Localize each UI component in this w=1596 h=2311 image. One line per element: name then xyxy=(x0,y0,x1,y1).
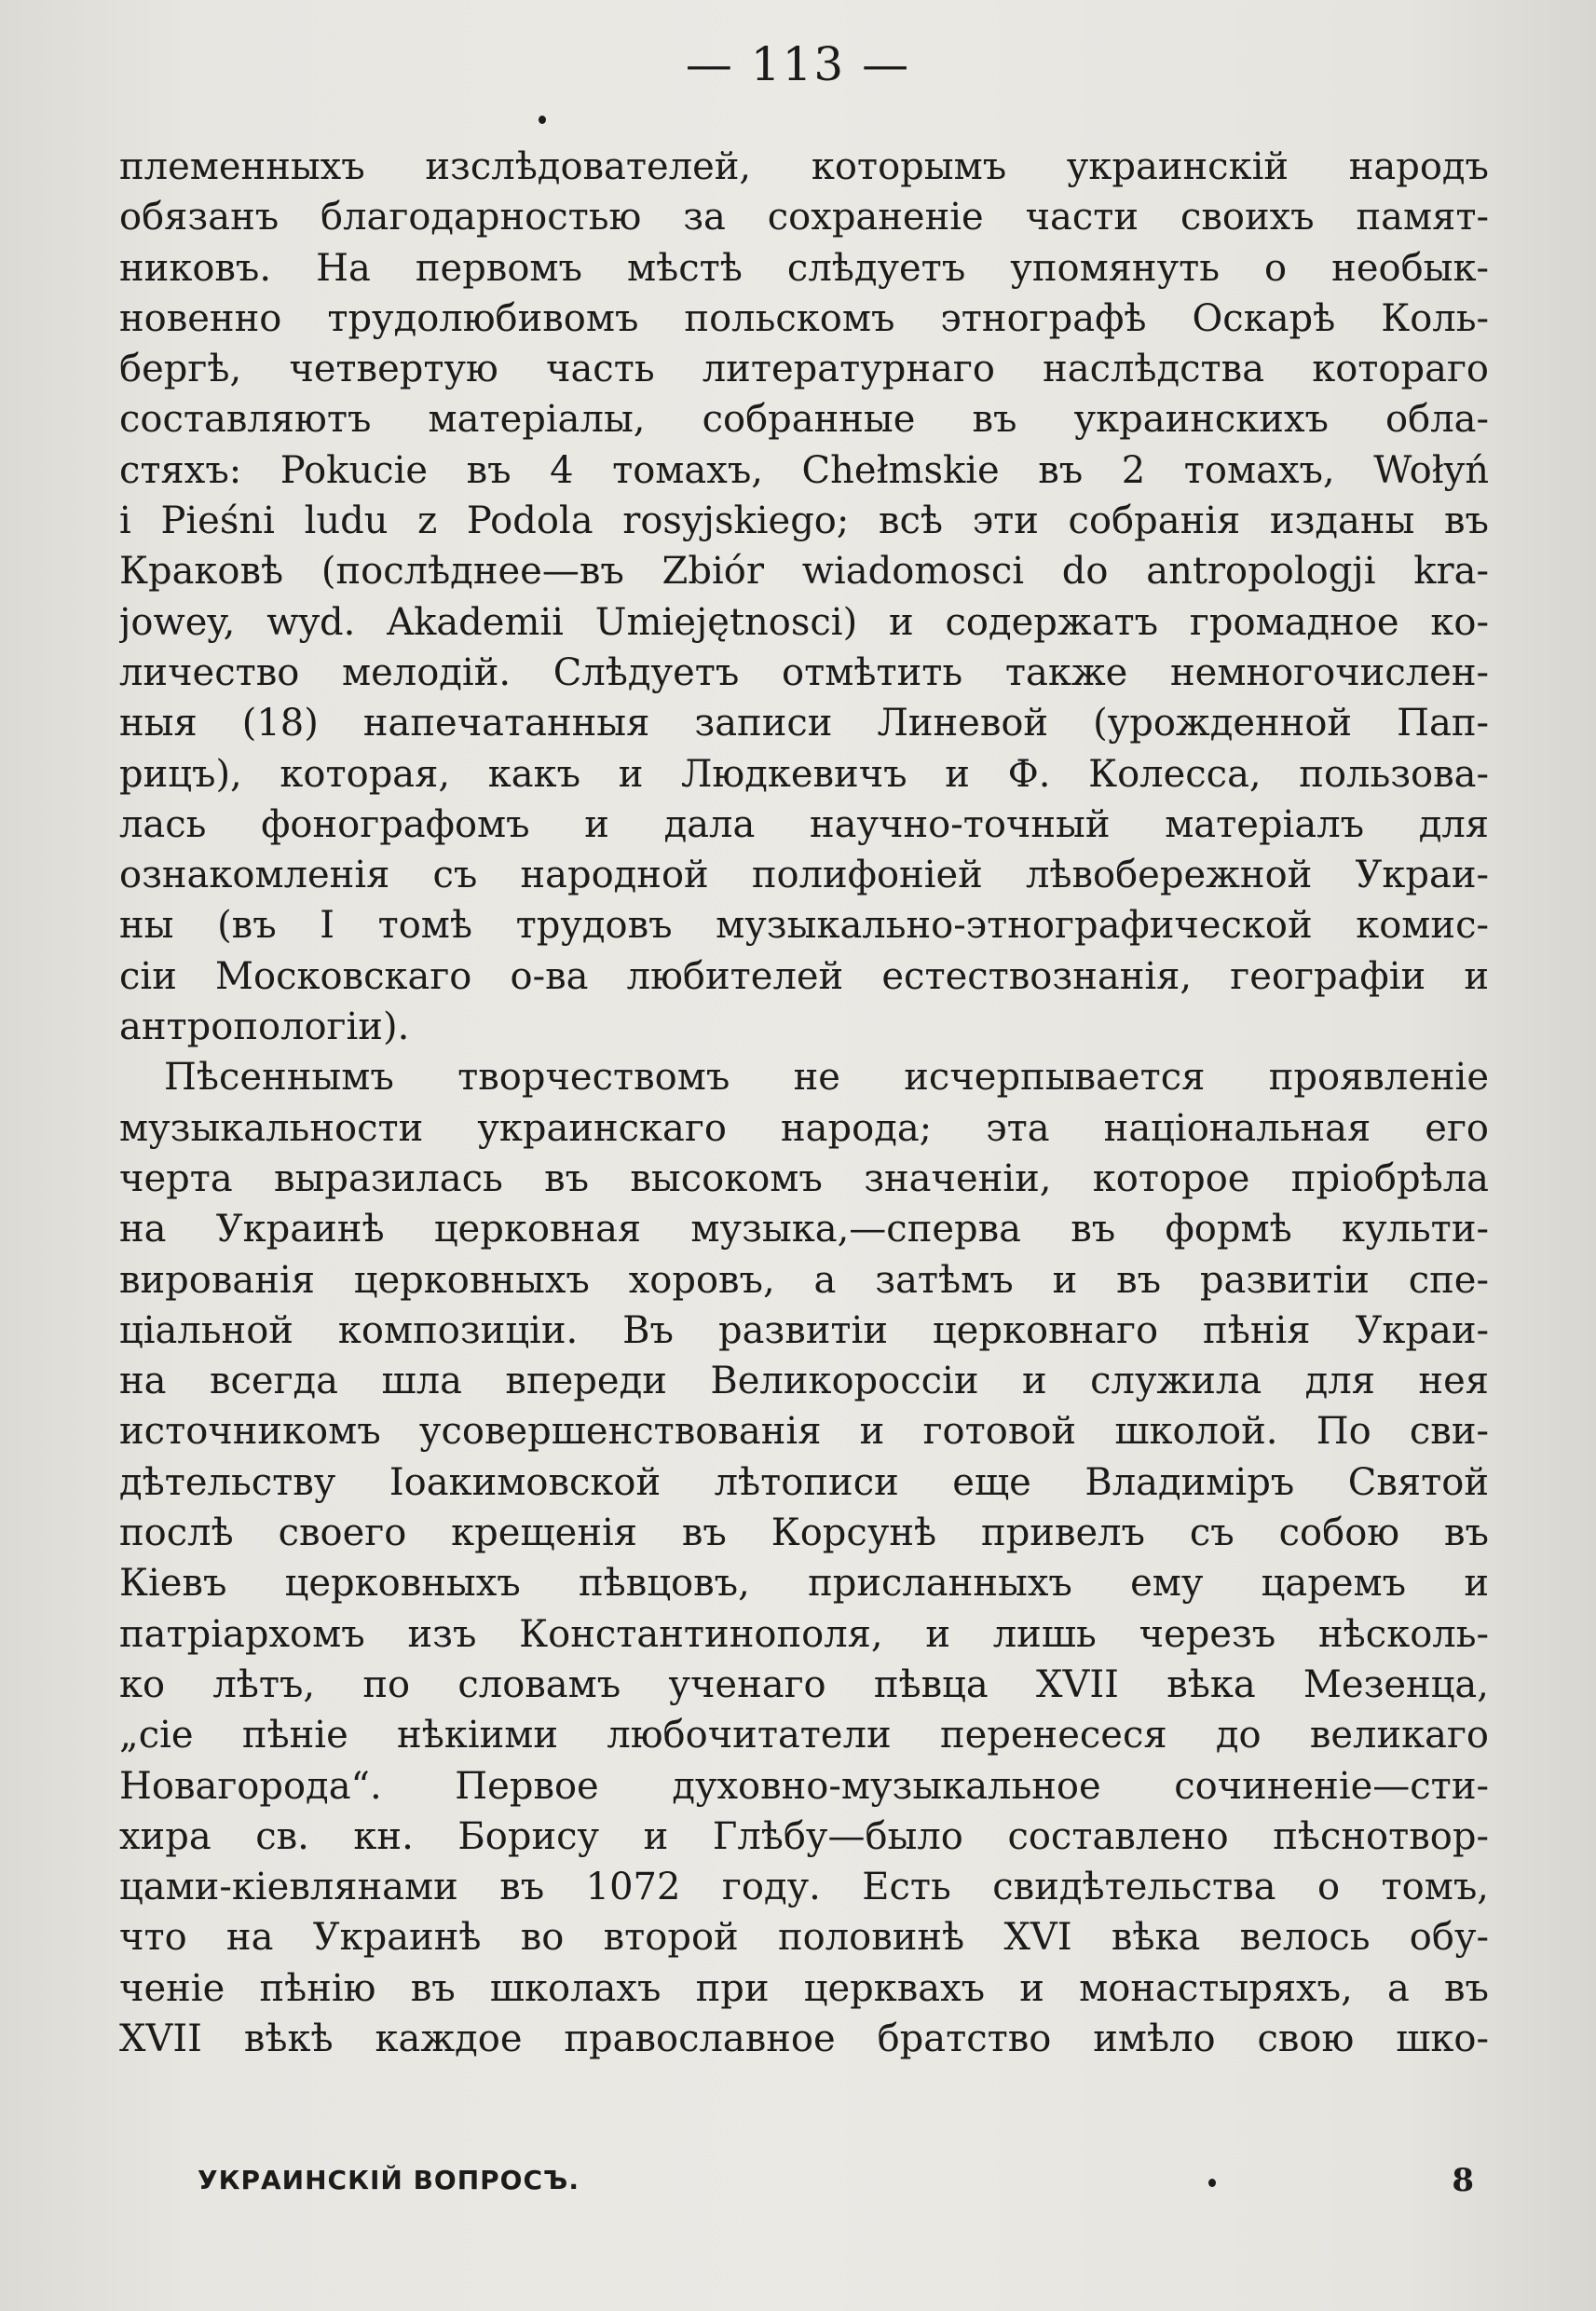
text-line: рицъ), которая, какъ и Людкевичъ и Ф. Колесса, пользова- xyxy=(119,752,1489,796)
text-line: на всегда шла впереди Великороссіи и служила для нея xyxy=(119,1360,1489,1403)
text-line: новенно трудолюбивомъ польскомъ этнографѣ Оскарѣ Коль- xyxy=(119,296,1489,340)
text-line: лась фонографомъ и дала научно-точный матеріалъ для xyxy=(119,802,1489,846)
text-line: Краковѣ (послѣднее—въ Zbiór wiadomosci do antropologji kra- xyxy=(119,550,1489,594)
text-line: вированія церковныхъ хоровъ, а затѣмъ и въ развитіи спе- xyxy=(119,1258,1489,1302)
text-line: на Украинѣ церковная музыка,—сперва въ формѣ культи- xyxy=(119,1208,1489,1251)
text-line: племенныхъ изслѣдователей, которымъ украинскій народъ xyxy=(119,145,1489,188)
text-line: хира св. кн. Борису и Глѣбу—было составлено пѣснотвор- xyxy=(119,1814,1489,1858)
text-line: бергѣ, четвертую часть литературнаго наслѣдства котораго xyxy=(119,348,1489,391)
text-line: цами-кіевлянами въ 1072 году. Есть свидѣтельства о томъ, xyxy=(119,1866,1489,1909)
text-line: сіи Московскаго о-ва любителей естествознанія, географіи и xyxy=(119,954,1489,998)
page-number: — 113 — xyxy=(685,37,911,91)
text-line: ко лѣтъ, по словамъ ученаго пѣвца XVII вѣка Мезенца, xyxy=(119,1662,1489,1706)
text-line: Новагорода“. Первое духовно-музыкальное сочиненіе—сти- xyxy=(119,1764,1489,1808)
text-line: ціальной композиціи. Въ развитіи церковнаго пѣнія Украи- xyxy=(119,1308,1489,1352)
page-footer xyxy=(119,2157,1489,2204)
text-line: составляютъ матеріалы, собранные въ украинскихъ обла- xyxy=(119,398,1489,442)
text-line: jowey, wyd. Akademii Umiejętnosci) и содержатъ громадное ко- xyxy=(119,600,1489,644)
text-line: что на Украинѣ во второй половинѣ XVI вѣка велось обу- xyxy=(119,1916,1489,1960)
signature-mark: 8 xyxy=(1452,2162,1474,2199)
text-line: личество мелодій. Слѣдуетъ отмѣтить также немногочислен- xyxy=(119,650,1489,694)
text-line: Кіевъ церковныхъ пѣвцовъ, присланныхъ ему царемъ и xyxy=(119,1562,1489,1606)
text-line: музыкальности украинскаго народа; эта національная его xyxy=(119,1106,1489,1150)
text-line: XVII вѣкѣ каждое православное братство имѣло свою шко- xyxy=(119,2017,1489,2060)
text-line: стяхъ: Pokucie въ 4 томахъ, Chełmskie въ 2 томахъ, Wołyń xyxy=(119,448,1489,492)
ink-speck xyxy=(539,116,546,124)
text-line: ны (въ I томѣ трудовъ музыкально-этнографической комис- xyxy=(119,904,1489,948)
text-line: источникомъ усовершенствованія и готовой школой. По сви- xyxy=(119,1410,1489,1454)
text-line: дѣтельству Іоакимовской лѣтописи еще Владиміръ Святой xyxy=(119,1460,1489,1504)
running-title: УКРАИНСКІЙ ВОПРОСЪ. xyxy=(198,2165,580,2195)
text-line: патріархомъ изъ Константинополя, и лишь черезъ нѣсколь- xyxy=(119,1612,1489,1656)
text-line: никовъ. На первомъ мѣстѣ слѣдуетъ упомянуть о необык- xyxy=(119,246,1489,290)
text-line: черта выразилась въ высокомъ значеніи, которое пріобрѣла xyxy=(119,1156,1489,1200)
text-line: ознакомленія съ народной полифоніей лѣвобережной Украи- xyxy=(119,854,1489,897)
text-line: антропологіи). xyxy=(119,1005,410,1049)
body-text xyxy=(119,142,1489,2064)
text-line: Пѣсеннымъ творчествомъ не исчерпывается проявленіе xyxy=(164,1056,1489,1100)
text-line: i Pieśni ludu z Podola rosyjskiego; всѣ эти собранія изданы въ xyxy=(119,499,1489,543)
text-line: ныя (18) напечатанныя записи Линевой (урожденной Пап- xyxy=(119,702,1489,745)
text-line: обязанъ благодарностью за сохраненіе части своихъ памят- xyxy=(119,196,1489,239)
text-line: ченіе пѣнію въ школахъ при церквахъ и монастыряхъ, а въ xyxy=(119,1966,1489,2010)
text-line: послѣ своего крещенія въ Корсунѣ привелъ съ собою въ xyxy=(119,1511,1489,1555)
text-line: „сіе пѣніе нѣкіими любочитатели перенесеся до великаго xyxy=(119,1714,1489,1757)
